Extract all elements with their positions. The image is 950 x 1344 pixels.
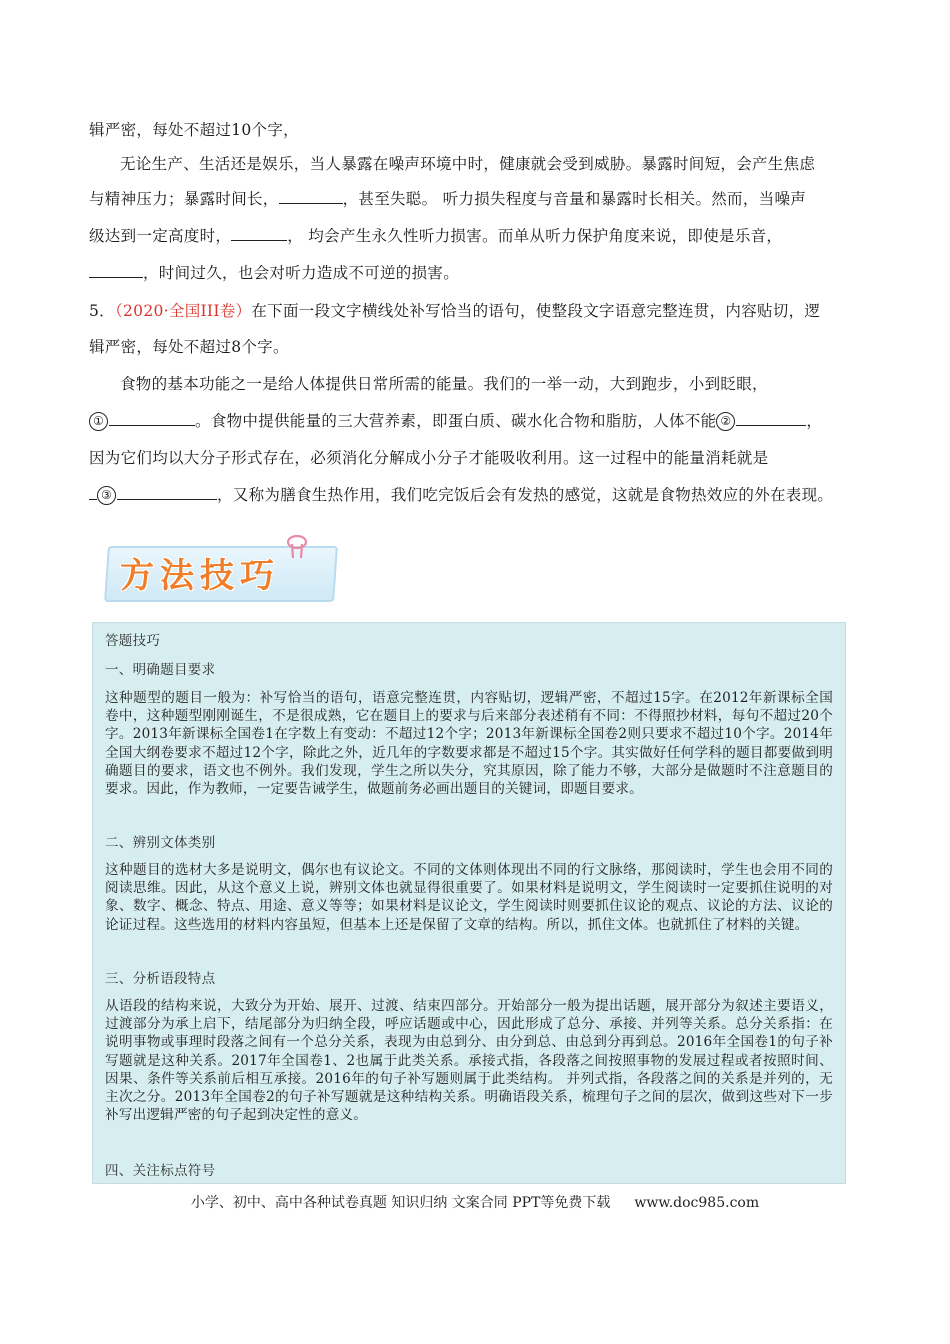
q4-text: ，时间过久，也会对听力造成不可逆的损害。 xyxy=(143,264,460,282)
answer-blank-6-lead xyxy=(89,485,97,500)
answer-tips-box xyxy=(92,622,846,1184)
question-number: 5． xyxy=(89,302,115,320)
method-tips-banner xyxy=(98,534,338,602)
blank-marker-1: ① xyxy=(89,412,108,431)
footer-text: 小学、初中、高中各种试卷真题 知识归纳 文案合同 PPT等免费下载 xyxy=(190,1195,611,1211)
q5-prompt: 在下面一段文字横线处补写恰当的语句，使整段文字语意完整连贯，内容贴切，逻 xyxy=(251,302,821,320)
q4-passage-line-3 xyxy=(89,224,782,246)
section-title-1: 一、明确题目要求 xyxy=(105,662,216,678)
blank-marker-3: ③ xyxy=(97,486,116,505)
paperclip-icon xyxy=(284,534,310,560)
q4-text: ，甚至失聪。 听力损失程度与音量和暴露时长相关。然而，当噪声 xyxy=(342,190,807,208)
q5-prompt-line-2: 辑严密，每处不超过8个字。 xyxy=(89,338,289,356)
footer-url[interactable]: www.doc985.com xyxy=(634,1195,760,1211)
q5-text: ， xyxy=(806,412,823,430)
q4-passage-line-2 xyxy=(89,187,806,209)
blank-marker-2: ② xyxy=(716,412,735,431)
answer-blank-2 xyxy=(231,226,287,241)
question-source: （2020·全国III卷） xyxy=(114,302,252,320)
section-text-3: 从语段的结构来说，大致分为开始、展开、过渡、结束四部分。开始部分一般为提出话题，展开部分为叙述主要语义，过渡部分为承上启下，结尾部分为归纳全段，呼应话题或中心，因此形成了总分、承接、并列等关系。总分关系指：在说明事物或事理时段落之间有一个总分关系，表现为由总到分、由分到总、由总到分再到总。2016年全国卷1的句子补写题就是这种关系。2017年全国卷1、2也属于此类关系。承接式指，各段落之间按照事物的发展过程或者按照时间、因果、条件等关系前后相互承接。2016年的句子补写题则属于此类结构。 并列式指，各段落之间的关系是并列的，无主次之分。2013年全国卷2的句子补写题就是这种结构关系。明确语段关系，梳理句子之间的层次，做到这些对下一步补写出逻辑严密的句子起到决定性的意义。 xyxy=(105,998,833,1124)
answer-blank-3 xyxy=(89,263,143,278)
q5-passage-line-1: 食物的基本功能之一是给人体提供日常所需的能量。我们的一举一动，大到跑步，小到眨眼， xyxy=(120,375,768,393)
section-text-1: 这种题型的题目一般为：补写恰当的语句，语意完整连贯，内容贴切，逻辑严密，不超过15字。在2012年新课标全国卷中，这种题型刚刚诞生，不是很成熟，它在题目上的要求与后来部分表述稍有不同：不得照抄材料，每句不超过20个字。2013年新课标全国卷1在字数上有变动：不超过12个字；2013年新课标全国卷2则只要求不超过10个字。2014年全国大纲卷要求不超过12个字，除此之外，近几年的字数要求都是不超过15个字。其实做好任何学科的题目都要做到明确题目的要求，语文也不例外。我们发现，学生之所以失分，究其原因，除了能力不够，大部分是做题时不注意题目的要求。因此，作为教师，一定要告诫学生，做题前务必画出题目的关键词，即题目要求。 xyxy=(105,690,833,798)
answer-blank-6 xyxy=(117,485,217,500)
banner-title: 方法技巧 xyxy=(120,556,280,596)
answer-blank-5 xyxy=(736,411,806,426)
section-title-4: 四、关注标点符号 xyxy=(105,1163,216,1179)
q4-passage-line-4 xyxy=(89,261,459,283)
q4-text: 级达到一定高度时， xyxy=(89,227,232,245)
answer-blank-1 xyxy=(279,189,343,204)
tips-heading: 答题技巧 xyxy=(105,633,161,649)
q5-passage-line-3: 因为它们均以大分子形式存在，必须消化分解成小分子才能吸收利用。这一过程中的能量消耗就是 xyxy=(89,449,769,467)
section-title-3: 三、分析语段特点 xyxy=(105,971,216,987)
q4-prompt-end: 辑严密，每处不超过10个字， xyxy=(89,121,299,139)
q5-text: 。食物中提供能量的三大营养素，即蛋白质、碳水化合物和脂肪，人体不能 xyxy=(195,412,717,430)
page-footer xyxy=(0,1192,950,1212)
q4-text: ， 均会产生永久性听力损害。而单从听力保护角度来说，即使是乐音， xyxy=(287,227,783,245)
section-text-2: 这种题目的选材大多是说明文，偶尔也有议论文。不同的文体则体现出不同的行文脉络，那阅读时，学生也会用不同的阅读思维。因此，从这个意义上说，辨别文体也就显得很重要了。如果材料是说明文，学生阅读时一定要抓住说明的对象、数字、概念、特点、用途、意义等等；如果材料是议论文，学生阅读时则要抓住议论的观点、议论的方法、议论的论证过程。这些选用的材料内容虽短，但基本上还是保留了文章的结构。所以，抓住文体。也就抓住了材料的关键。 xyxy=(105,862,833,933)
q5-text: ，又称为膳食生热作用，我们吃完饭后会有发热的感觉，这就是食物热效应的外在表现。 xyxy=(217,486,834,504)
answer-blank-4 xyxy=(109,411,195,426)
q4-passage-line-1: 无论生产、生活还是娱乐，当人暴露在噪声环境中时，健康就会受到威胁。暴露时间短，会产生焦虑 xyxy=(120,155,816,173)
q5-passage-line-2 xyxy=(89,409,822,431)
section-title-2: 二、辨别文体类别 xyxy=(105,835,216,851)
q5-passage-line-4 xyxy=(89,483,833,505)
q5-prompt-line-1 xyxy=(89,299,820,321)
q4-text: 与精神压力；暴露时间长， xyxy=(89,190,279,208)
